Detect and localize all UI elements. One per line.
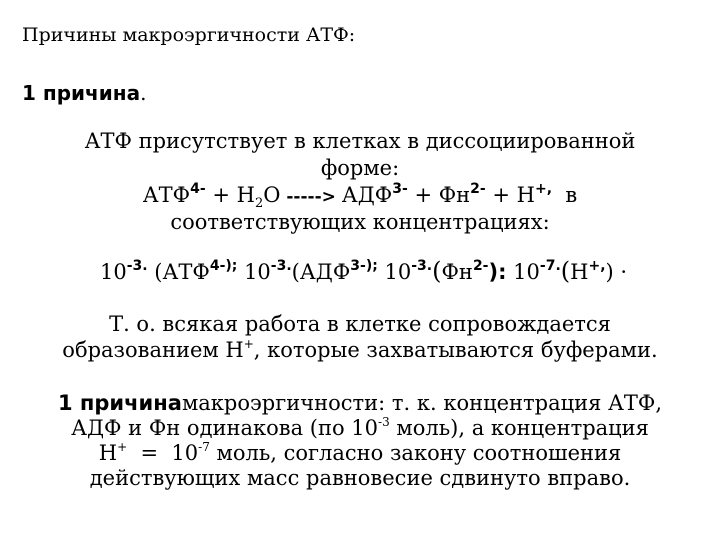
eq-h-ion: + Н <box>485 183 535 207</box>
para2-line2-a: образованием Н <box>62 338 244 362</box>
para3-line1-rest: макроэргичности: т. к. концентрация АТФ, <box>181 391 663 415</box>
conc-s2: 4-); <box>209 258 238 274</box>
eq-plus1: + <box>205 183 237 207</box>
concentrations-line <box>100 258 627 285</box>
conc-p7: Фн <box>441 260 473 284</box>
eq-atf-charge: 4- <box>190 181 206 197</box>
para3-line3 <box>0 440 720 466</box>
eq-arrow: -----> <box>280 187 342 207</box>
conc-p2: (АТФ <box>147 260 210 284</box>
para3-line2-a: АДФ и Фн одинакова (по 10 <box>71 416 379 440</box>
para3-line3-a: Н <box>98 441 118 465</box>
conc-s7: -7. <box>539 258 561 274</box>
conc-s8: +, <box>588 258 606 274</box>
conc-p1: 10 <box>100 260 127 284</box>
para3-line2-sup: -3 <box>378 415 390 429</box>
slide-title: Причины макроэргичности АТФ: <box>22 24 356 46</box>
eq-o: О <box>263 183 281 207</box>
heading-rest: . <box>140 81 147 105</box>
para1-line4: соответствующих концентрациях: <box>170 210 550 234</box>
para3-line1 <box>0 390 720 416</box>
eq-fn-charge: 2- <box>470 181 486 197</box>
heading-bold: 1 причина <box>22 81 141 105</box>
para2-line2-sup: + <box>243 337 254 351</box>
conc-s3: -3. <box>270 258 292 274</box>
conc-p3: 10 <box>237 260 271 284</box>
para3-line3-c: моль, согласно закону соотношения <box>209 441 622 465</box>
conc-p11: Н <box>570 260 589 284</box>
para2-line1: Т. о. всякая работа в клетке сопровождается <box>109 312 611 336</box>
eq-atf: АТФ <box>142 183 191 207</box>
eq-fn: + Фн <box>407 183 471 207</box>
conc-p6: ( <box>432 257 442 285</box>
conc-p5: 10 <box>377 260 412 284</box>
eq-h-charge: +, <box>534 181 553 197</box>
eq-h-index: 2 <box>254 196 264 211</box>
para3-line4: действующих масс равновесие сдвинуто вправо. <box>89 466 631 490</box>
reaction-equation <box>0 182 720 210</box>
conc-p4: (АДФ <box>291 260 351 284</box>
eq-tail: в <box>552 183 578 207</box>
para3-line3-b: = 10 <box>127 441 199 465</box>
para3-line2 <box>0 415 720 441</box>
conc-p10: ( <box>560 257 571 285</box>
para2-line2-b: , которые захватываются буферами. <box>253 338 658 362</box>
eq-adf: АДФ <box>341 183 393 207</box>
eq-h: Н <box>236 183 255 207</box>
para3-line3-sup2: -7 <box>198 440 210 454</box>
conc-s4: 3-); <box>350 258 378 274</box>
para1-line1: АТФ присутствует в клетках в диссоциированной <box>84 129 636 153</box>
para3-bold: 1 причина <box>57 391 182 415</box>
conc-p8: ): <box>488 260 507 284</box>
conc-s1: -3. <box>126 258 148 274</box>
conc-p12: ) · <box>605 260 628 284</box>
eq-adf-charge: 3- <box>392 181 408 197</box>
para1-line2: форме: <box>320 156 400 180</box>
para3-line3-sup: + <box>117 440 128 454</box>
section-heading <box>22 80 146 106</box>
para3-line2-b: моль), а концентрация <box>389 416 649 440</box>
conc-s5: -3. <box>411 258 433 274</box>
conc-p9: 10 <box>506 260 540 284</box>
para2-line2 <box>0 337 720 363</box>
conc-s6: 2- <box>472 258 489 274</box>
